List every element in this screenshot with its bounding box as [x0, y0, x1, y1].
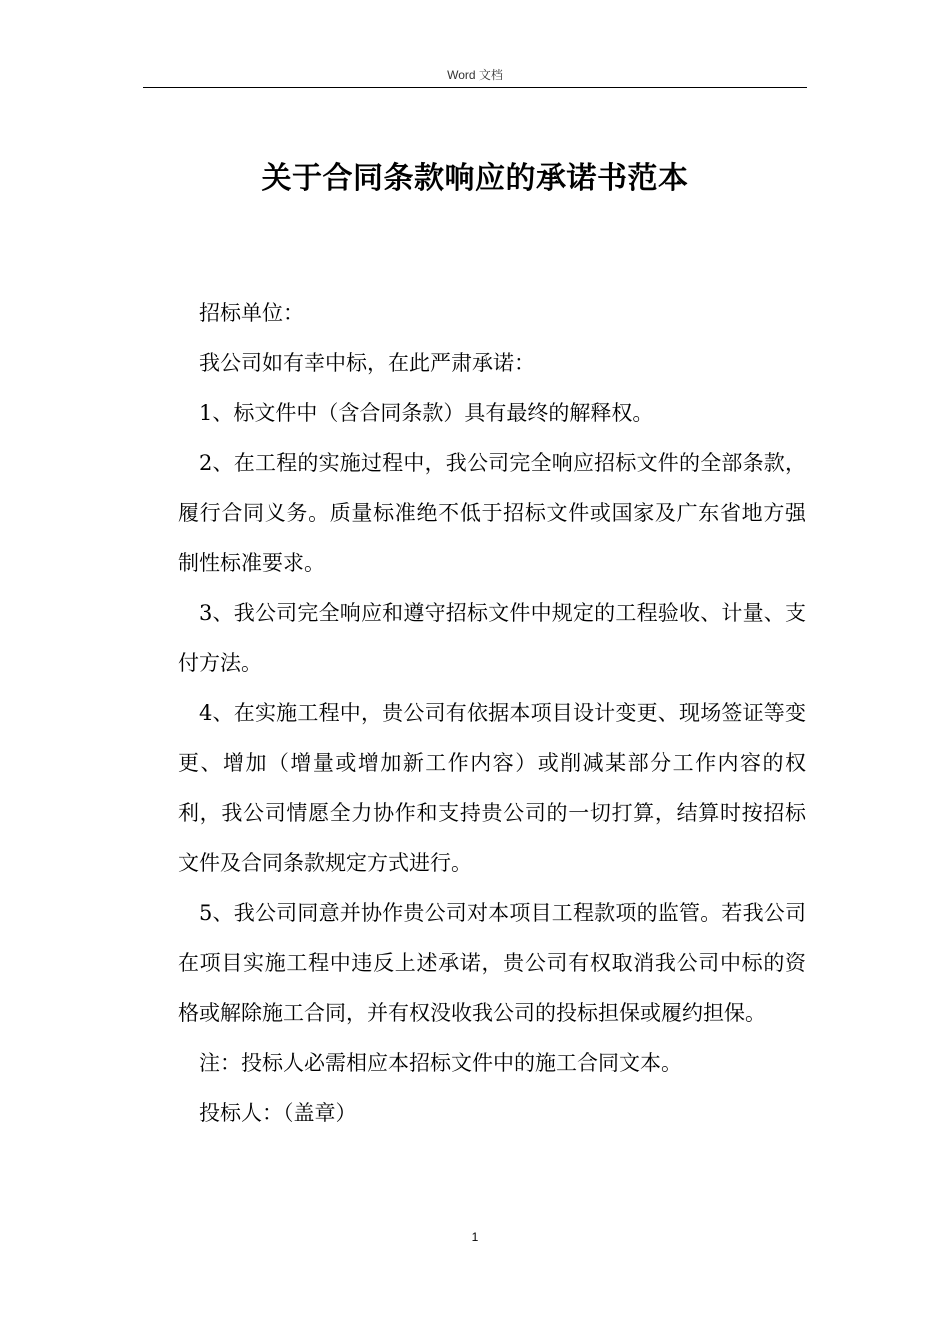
paragraph-signature: 投标人：（盖章）	[199, 1101, 357, 1125]
document-body	[178, 288, 806, 1138]
paragraph-addressee: 招标单位：	[199, 301, 304, 325]
paragraph-item-2: 2、在工程的实施过程中，我公司完全响应招标文件的全部条款，履行合同义务。质量标准绝不低于招标文件或国家及广东省地方强制性标准要求。	[178, 451, 806, 575]
header-divider	[143, 87, 807, 88]
paragraph-intro: 我公司如有幸中标，在此严肃承诺：	[199, 351, 535, 375]
paragraph-item-5: 5、我公司同意并协作贵公司对本项目工程款项的监管。若我公司在项目实施工程中违反上述承诺，贵公司有权取消我公司中标的资格或解除施工合同，并有权没收我公司的投标担保或履约担保。	[178, 901, 806, 1025]
paragraph-item-3: 3、我公司完全响应和遵守招标文件中规定的工程验收、计量、支付方法。	[178, 601, 806, 675]
page-number: 1	[471, 1230, 479, 1244]
document-title: 关于合同条款响应的承诺书范本	[261, 161, 689, 196]
paragraph-item-4: 4、在实施工程中，贵公司有依据本项目设计变更、现场签证等变更、增加（增量或增加新工作内容）或削减某部分工作内容的权利，我公司情愿全力协作和支持贵公司的一切打算，结算时按招标文件及合同条款规定方式进行。	[178, 701, 806, 875]
page-header: Word 文档	[447, 68, 503, 82]
paragraph-note: 注：投标人必需相应本招标文件中的施工合同文本。	[199, 1051, 682, 1075]
paragraph-item-1: 1、标文件中（含合同条款）具有最终的解释权。	[199, 401, 654, 425]
